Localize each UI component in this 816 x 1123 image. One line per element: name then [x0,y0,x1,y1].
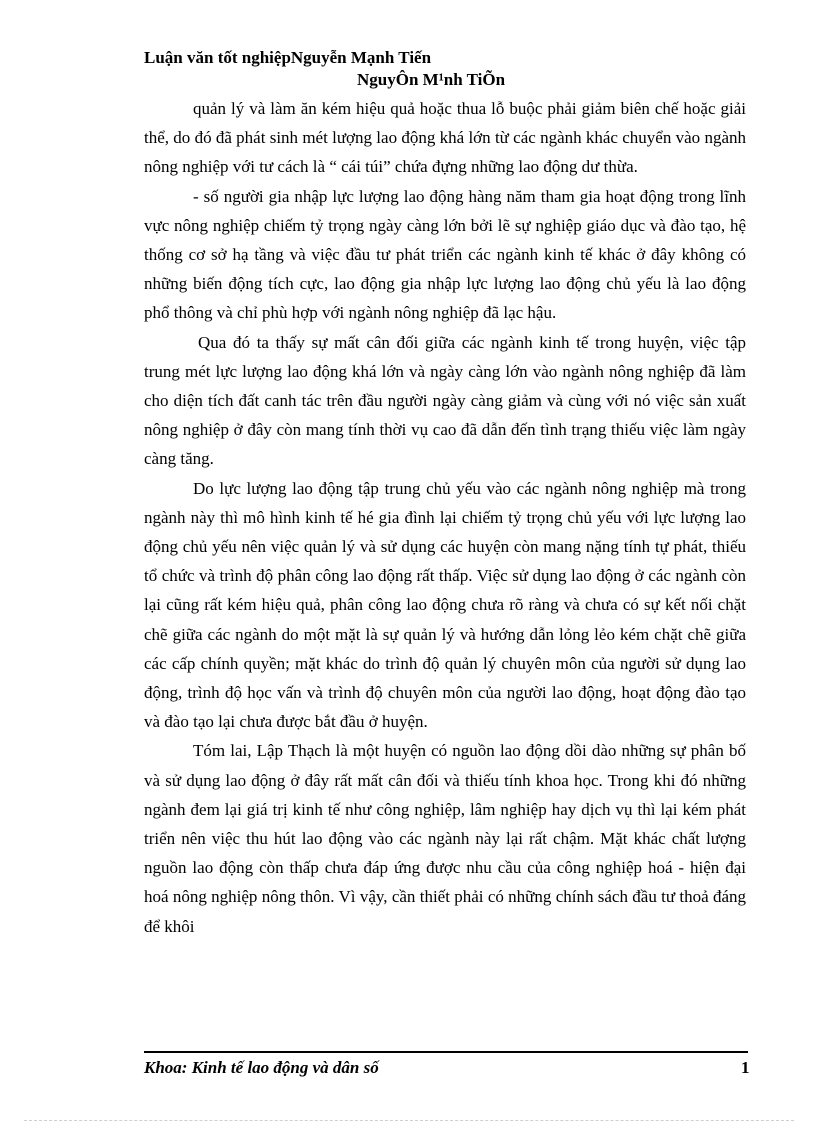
page-number: 1 [741,1058,750,1077]
paragraph: - số người gia nhập lực lượng lao động hàng năm tham gia hoạt động trong lĩnh vực nông nghiệp chiếm tỷ trọng ngày càng lớn bởi lẽ sự nghiệp giáo dục và đào tạo, hệ thống cơ sở hạ tầng và việc đầu tư phát triển các ngành kinh tế khác ở đây không có những biến động tích cực, lao động gia nhập lực lượng lao động chủ yếu là lao động phổ thông và chỉ phù hợp với ngành nông nghiệp đã lạc hậu. [144,186,746,323]
footer-faculty: Khoa: Kinh tế lao động và dân số [144,1058,379,1077]
paragraph: Tóm lai, Lập Thạch là một huyện có nguồn lao động dồi dào những sự phân bố và sử dụng lao động ở đây rất mất cân đối và thiếu tính khoa học. Trong khi đó những ngành đem lại giá trị kinh tế như công nghiệp, lâm nghiệp hay dịch vụ thì lại kém phát triển nên việc thu hút lao động vào các ngành này lại rất chậm. Mặt khác chất lượng nguồn lao động còn thấp chưa đáp ứng được nhu cầu của công nghiệp hoá - hiện đại hoá nông nghiệp nông thôn. Vì vậy, cần thiết phải có những chính sách đầu tư thoả đáng để khôi [144,741,746,936]
paragraph: quản lý và làm ăn kém hiệu quả hoặc thua lỗ buộc phải giảm biên chế hoặc giải thể, do đó đã phát sinh mét lượng lao động khá lớn từ các ngành khác chuyển vào ngành nông nghiệp với tư cách là “ cái túi” chứa đựng những lao động dư thừa. [144,99,746,177]
document-body [144,94,746,941]
paragraph: Do lực lượng lao động tập trung chủ yếu vào các ngành nông nghiệp mà trong ngành này thì mô hình kinh tế hé gia đình lại chiếm tỷ trọng chủ yếu với lực lượng lao động chủ yếu nên việc quản lý và sử dụng các huyện còn mang nặng tính tự phát, thiếu tổ chức và trình độ phân công lao động rất thấp. Việc sử dụng lao động ở các ngành còn lại cũng rất kém hiệu quả, phân công lao động chưa rõ ràng và chưa có sự kết nối chặt chẽ giữa các ngành do một mặt là sự quản lý và hướng dẫn lỏng lẻo kém chặt chẽ giữa các cấp chính quyền; mặt khác do trình độ quản lý chuyên môn của người sử dụng lao động, trình độ học vấn và trình độ chuyên môn của người lao động, hoạt động đào tạo và đào tạo lại chưa được bắt đầu ở huyện. [144,478,746,732]
footer-divider [144,1051,748,1053]
running-header-author: Luận văn tốt nghiệpNguyễn Mạnh Tiến [144,48,432,67]
paragraph: Qua đó ta thấy sự mất cân đối giữa các ngành kinh tế trong huyện, việc tập trung mét lực lượng lao động khá lớn và ngày càng lớn vào ngành nông nghiệp đã làm cho diện tích đất canh tác trên đầu người ngày càng giảm và cùng với nó việc sản xuất nông nghiệp ở đây còn mang tính thời vụ cao đã dẫn đến tình trạng thiếu việc làm ngày càng tăng. [144,332,746,469]
running-header-author-garbled: NguyÔn M¹nh TiÕn [357,70,506,89]
page-edge-divider [24,1120,794,1121]
